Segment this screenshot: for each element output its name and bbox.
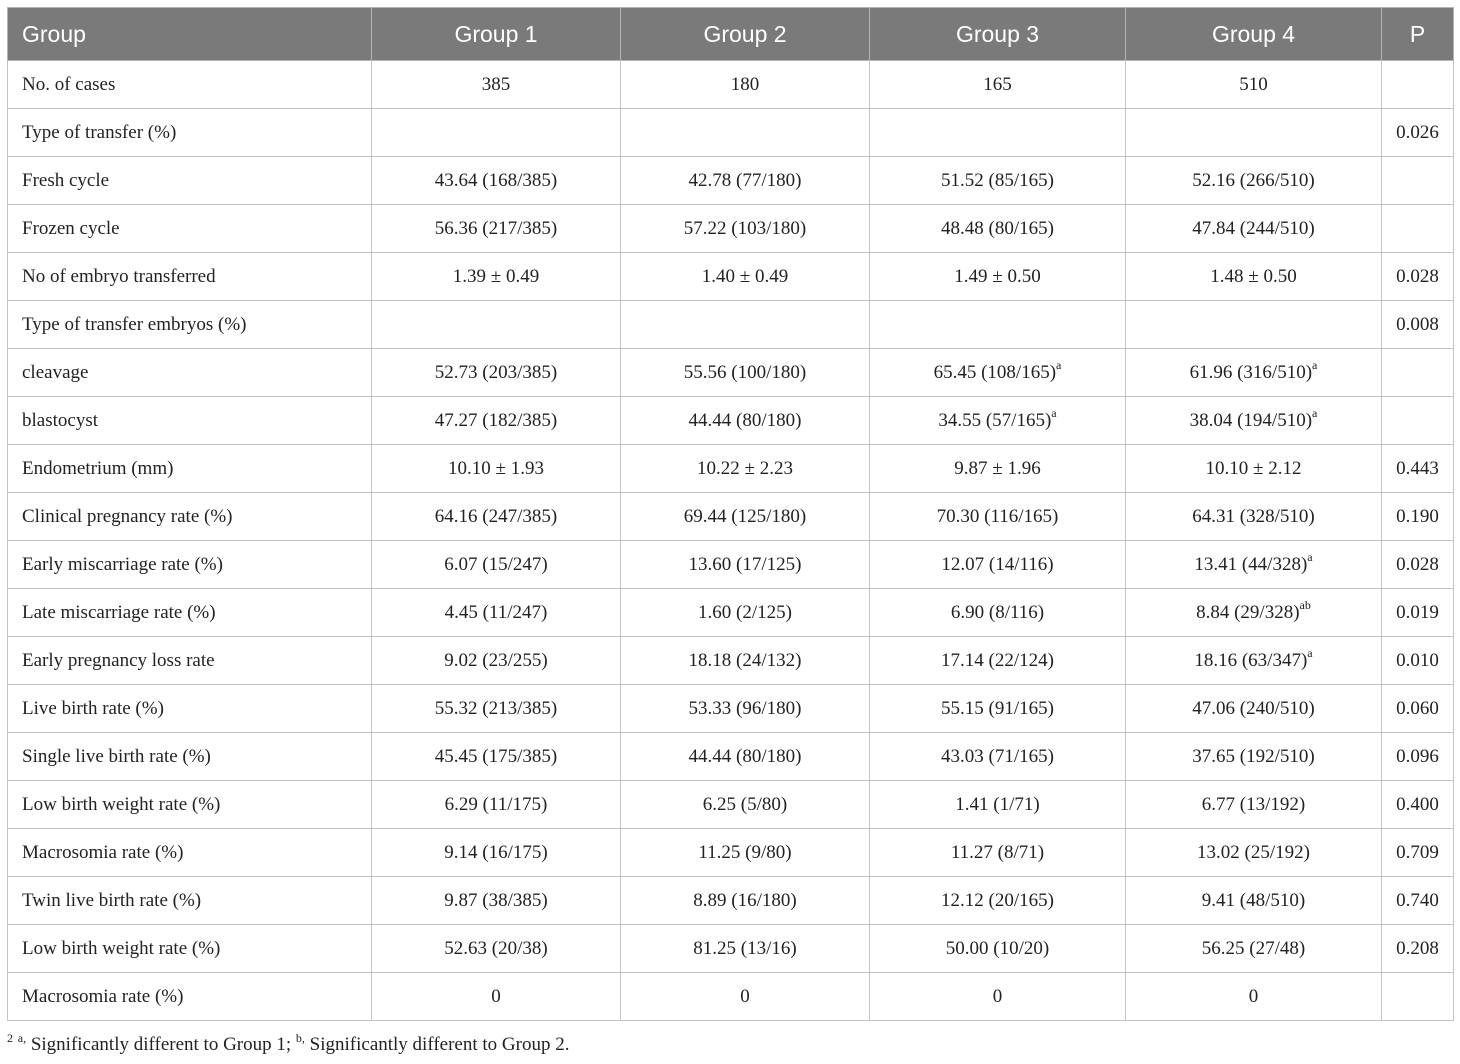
footnote-a-text: Significantly different to Group 1;	[26, 1034, 296, 1055]
table-row	[8, 397, 1454, 445]
group-4-cell	[1126, 109, 1382, 157]
significance-marker: ab	[1299, 598, 1311, 613]
cell-value: 55.32 (213/385)	[434, 697, 558, 719]
cell-value: 12.12 (20/165)	[941, 889, 1054, 911]
group-2-cell	[621, 973, 870, 1021]
table-row	[8, 205, 1454, 253]
group-1-cell	[372, 733, 621, 781]
cell-value: 10.10 ± 1.93	[448, 457, 544, 479]
group-3-cell	[870, 733, 1126, 781]
cell-value: 69.44 (125/180)	[683, 505, 807, 527]
group-4-cell	[1126, 301, 1382, 349]
table-row	[8, 829, 1454, 877]
cell-value: 52.73 (203/385)	[434, 361, 558, 383]
footnote-a-marker: a,	[17, 1030, 27, 1045]
row-label: Macrosomia rate (%)	[8, 973, 372, 1021]
group-2-cell	[621, 589, 870, 637]
cell-value: 165	[983, 73, 1012, 95]
header-p-value: P	[1382, 8, 1454, 61]
table-row	[8, 541, 1454, 589]
p-value-cell	[1382, 205, 1454, 253]
row-label: Type of transfer embryos (%)	[8, 301, 372, 349]
row-label: Late miscarriage rate (%)	[8, 589, 372, 637]
group-3-cell	[870, 829, 1126, 877]
group-4-cell	[1126, 541, 1382, 589]
header-group-1: Group 1	[372, 8, 621, 61]
cell-value: 47.27 (182/385)	[434, 409, 558, 431]
group-3-cell	[870, 685, 1126, 733]
group-2-cell	[621, 541, 870, 589]
row-label: Type of transfer (%)	[8, 109, 372, 157]
cell-value: 6.90 (8/116)	[950, 601, 1045, 623]
group-3-cell	[870, 445, 1126, 493]
cell-value: 52.16 (266/510)	[1192, 169, 1315, 191]
cell-value: 47.84 (244/510)	[1192, 217, 1315, 239]
group-2-cell	[621, 349, 870, 397]
group-1-cell	[372, 109, 621, 157]
cell-value: 47.06 (240/510)	[1192, 697, 1315, 719]
cell-value: 13.60 (17/125)	[688, 553, 802, 575]
group-2-cell	[621, 397, 870, 445]
group-1-cell	[372, 637, 621, 685]
p-value-cell	[1382, 61, 1454, 109]
cell-value: 0	[740, 985, 750, 1007]
group-1-cell	[372, 205, 621, 253]
group-4-cell	[1126, 445, 1382, 493]
group-3-cell	[870, 349, 1126, 397]
cell-value: 1.60 (2/125)	[698, 601, 792, 623]
cell-value: 52.63 (20/38)	[444, 937, 548, 959]
group-4-cell	[1126, 781, 1382, 829]
table-row	[8, 157, 1454, 205]
group-2-cell	[621, 493, 870, 541]
cell-value: 13.41 (44/328)	[1194, 553, 1308, 575]
group-2-cell	[621, 157, 870, 205]
table-row	[8, 349, 1454, 397]
table-row	[8, 733, 1454, 781]
table-row	[8, 685, 1454, 733]
cell-value: 34.55 (57/165)	[938, 409, 1052, 431]
group-1-cell	[372, 541, 621, 589]
group-1-cell	[372, 781, 621, 829]
group-3-cell	[870, 253, 1126, 301]
row-label: Early miscarriage rate (%)	[8, 541, 372, 589]
group-4-cell	[1126, 349, 1382, 397]
p-value-cell	[1382, 157, 1454, 205]
p-value-cell: 0.096	[1382, 733, 1454, 781]
group-2-cell	[621, 733, 870, 781]
row-label: Low birth weight rate (%)	[8, 925, 372, 973]
p-value-cell: 0.019	[1382, 589, 1454, 637]
footnote-marker: 2	[7, 1030, 13, 1045]
group-1-cell	[372, 397, 621, 445]
group-3-cell	[870, 157, 1126, 205]
cell-value: 57.22 (103/180)	[683, 217, 807, 239]
group-3-cell	[870, 589, 1126, 637]
table-row	[8, 253, 1454, 301]
group-3-cell	[870, 397, 1126, 445]
cell-value: 18.18 (24/132)	[688, 649, 802, 671]
cell-value: 10.22 ± 2.23	[697, 457, 793, 479]
group-2-cell	[621, 205, 870, 253]
cell-value: 1.41 (1/71)	[955, 793, 1040, 815]
cell-value: 1.49 ± 0.50	[954, 265, 1041, 287]
table-row	[8, 637, 1454, 685]
cell-value: 61.96 (316/510)	[1189, 361, 1313, 383]
group-4-cell	[1126, 637, 1382, 685]
p-value-cell: 0.010	[1382, 637, 1454, 685]
header-group-2: Group 2	[621, 8, 870, 61]
group-4-cell	[1126, 205, 1382, 253]
cell-value: 11.27 (8/71)	[950, 841, 1045, 863]
group-2-cell	[621, 829, 870, 877]
table-row	[8, 925, 1454, 973]
cell-value: 43.64 (168/385)	[434, 169, 558, 191]
table-row	[8, 493, 1454, 541]
group-1-cell	[372, 589, 621, 637]
row-label: blastocyst	[8, 397, 372, 445]
p-value-cell: 0.190	[1382, 493, 1454, 541]
group-2-cell	[621, 109, 870, 157]
cell-value: 51.52 (85/165)	[941, 169, 1054, 191]
row-label: Frozen cycle	[8, 205, 372, 253]
cell-value: 42.78 (77/180)	[688, 169, 802, 191]
cell-value: 18.16 (63/347)	[1194, 649, 1308, 671]
group-2-cell	[621, 61, 870, 109]
p-value-cell: 0.008	[1382, 301, 1454, 349]
row-label: Endometrium (mm)	[8, 445, 372, 493]
group-3-cell	[870, 925, 1126, 973]
cell-value: 385	[481, 73, 511, 95]
cell-value: 1.48 ± 0.50	[1210, 265, 1297, 287]
p-value-cell	[1382, 397, 1454, 445]
group-4-cell	[1126, 589, 1382, 637]
p-value-cell	[1382, 349, 1454, 397]
header-group: Group	[8, 8, 372, 61]
cell-value: 48.48 (80/165)	[941, 217, 1054, 239]
p-value-cell: 0.026	[1382, 109, 1454, 157]
cell-value: 11.25 (9/80)	[698, 841, 792, 863]
cell-value: 13.02 (25/192)	[1197, 841, 1310, 863]
p-value-cell: 0.028	[1382, 253, 1454, 301]
results-table	[7, 7, 1454, 1021]
p-value-cell	[1382, 973, 1454, 1021]
p-value-cell: 0.400	[1382, 781, 1454, 829]
group-3-cell	[870, 973, 1126, 1021]
group-3-cell	[870, 637, 1126, 685]
significance-marker: a	[1312, 406, 1318, 421]
row-label: Fresh cycle	[8, 157, 372, 205]
group-2-cell	[621, 637, 870, 685]
group-3-cell	[870, 877, 1126, 925]
group-4-cell	[1126, 61, 1382, 109]
group-2-cell	[621, 253, 870, 301]
table-row	[8, 781, 1454, 829]
group-4-cell	[1126, 157, 1382, 205]
header-group-4: Group 4	[1126, 8, 1382, 61]
cell-value: 70.30 (116/165)	[936, 505, 1059, 527]
group-3-cell	[870, 205, 1126, 253]
group-1-cell	[372, 301, 621, 349]
significance-marker: a	[1307, 550, 1313, 565]
cell-value: 9.87 ± 1.96	[954, 457, 1041, 479]
group-3-cell	[870, 109, 1126, 157]
cell-value: 1.39 ± 0.49	[452, 265, 540, 287]
group-3-cell	[870, 61, 1126, 109]
group-1-cell	[372, 973, 621, 1021]
cell-value: 38.04 (194/510)	[1189, 409, 1313, 431]
group-2-cell	[621, 781, 870, 829]
group-3-cell	[870, 301, 1126, 349]
group-2-cell	[621, 445, 870, 493]
footnote-b-text: Significantly different to Group 2.	[304, 1034, 570, 1055]
cell-value: 6.29 (11/175)	[444, 793, 548, 815]
row-label: Clinical pregnancy rate (%)	[8, 493, 372, 541]
cell-value: 6.25 (5/80)	[702, 793, 788, 815]
significance-marker: a	[1312, 358, 1318, 373]
cell-value: 50.00 (10/20)	[945, 937, 1050, 959]
group-4-cell	[1126, 829, 1382, 877]
group-3-cell	[870, 493, 1126, 541]
table-row	[8, 61, 1454, 109]
table-row	[8, 109, 1454, 157]
cell-value: 6.77 (13/192)	[1201, 793, 1306, 815]
group-1-cell	[372, 925, 621, 973]
group-2-cell	[621, 685, 870, 733]
p-value-cell: 0.740	[1382, 877, 1454, 925]
cell-value: 55.15 (91/165)	[941, 697, 1054, 719]
group-2-cell	[621, 301, 870, 349]
table-row	[8, 445, 1454, 493]
cell-value: 6.07 (15/247)	[444, 553, 548, 575]
row-label: cleavage	[8, 349, 372, 397]
cell-value: 17.14 (22/124)	[941, 649, 1054, 671]
group-4-cell	[1126, 925, 1382, 973]
cell-value: 81.25 (13/16)	[693, 937, 797, 959]
group-1-cell	[372, 157, 621, 205]
row-label: No of embryo transferred	[8, 253, 372, 301]
table-footnote	[7, 1030, 570, 1056]
cell-value: 12.07 (14/116)	[941, 553, 1054, 575]
row-label: Macrosomia rate (%)	[8, 829, 372, 877]
table-header-row	[8, 8, 1454, 61]
group-1-cell	[372, 349, 621, 397]
cell-value: 37.65 (192/510)	[1192, 745, 1315, 767]
cell-value: 0	[1248, 985, 1259, 1007]
header-group-3: Group 3	[870, 8, 1126, 61]
cell-value: 8.89 (16/180)	[693, 889, 797, 911]
group-4-cell	[1126, 397, 1382, 445]
table-row	[8, 301, 1454, 349]
row-label: Single live birth rate (%)	[8, 733, 372, 781]
cell-value: 56.25 (27/48)	[1201, 937, 1306, 959]
p-value-cell: 0.443	[1382, 445, 1454, 493]
cell-value: 9.14 (16/175)	[444, 841, 548, 863]
group-4-cell	[1126, 877, 1382, 925]
group-4-cell	[1126, 973, 1382, 1021]
footnote-b-marker: b,	[295, 1030, 305, 1045]
group-1-cell	[372, 877, 621, 925]
cell-value: 65.45 (108/165)	[933, 361, 1057, 383]
cell-value: 53.33 (96/180)	[688, 697, 802, 719]
table-row	[8, 877, 1454, 925]
cell-value: 55.56 (100/180)	[683, 361, 807, 383]
group-1-cell	[372, 493, 621, 541]
p-value-cell: 0.060	[1382, 685, 1454, 733]
row-label: No. of cases	[8, 61, 372, 109]
cell-value: 9.41 (48/510)	[1201, 889, 1306, 911]
group-3-cell	[870, 541, 1126, 589]
cell-value: 45.45 (175/385)	[434, 745, 558, 767]
p-value-cell: 0.028	[1382, 541, 1454, 589]
cell-value: 9.02 (23/255)	[444, 649, 548, 671]
row-label: Early pregnancy loss rate	[8, 637, 372, 685]
cell-value: 4.45 (11/247)	[444, 601, 548, 623]
cell-value: 56.36 (217/385)	[434, 217, 558, 239]
cell-value: 9.87 (38/385)	[444, 889, 548, 911]
group-1-cell	[372, 829, 621, 877]
group-1-cell	[372, 445, 621, 493]
group-2-cell	[621, 925, 870, 973]
cell-value: 0	[491, 985, 501, 1007]
cell-value: 0	[992, 985, 1003, 1007]
cell-value: 510	[1239, 73, 1268, 95]
p-value-cell: 0.709	[1382, 829, 1454, 877]
group-3-cell	[870, 781, 1126, 829]
table-row	[8, 589, 1454, 637]
group-4-cell	[1126, 493, 1382, 541]
cell-value: 10.10 ± 2.12	[1205, 457, 1302, 479]
cell-value: 1.40 ± 0.49	[701, 265, 789, 287]
cell-value: 64.31 (328/510)	[1192, 505, 1315, 527]
cell-value: 43.03 (71/165)	[941, 745, 1054, 767]
cell-value: 8.84 (29/328)	[1196, 601, 1300, 623]
row-label: Live birth rate (%)	[8, 685, 372, 733]
cell-value: 64.16 (247/385)	[434, 505, 558, 527]
cell-value: 44.44 (80/180)	[688, 745, 802, 767]
row-label: Twin live birth rate (%)	[8, 877, 372, 925]
group-1-cell	[372, 685, 621, 733]
significance-marker: a	[1307, 646, 1313, 661]
group-4-cell	[1126, 685, 1382, 733]
group-2-cell	[621, 877, 870, 925]
group-4-cell	[1126, 253, 1382, 301]
group-1-cell	[372, 61, 621, 109]
cell-value: 180	[730, 73, 760, 95]
row-label: Low birth weight rate (%)	[8, 781, 372, 829]
group-1-cell	[372, 253, 621, 301]
p-value-cell: 0.208	[1382, 925, 1454, 973]
cell-value: 44.44 (80/180)	[688, 409, 802, 431]
table-body	[8, 61, 1454, 1021]
group-4-cell	[1126, 733, 1382, 781]
significance-marker: a	[1051, 406, 1057, 421]
table-row	[8, 973, 1454, 1021]
significance-marker: a	[1056, 358, 1062, 373]
